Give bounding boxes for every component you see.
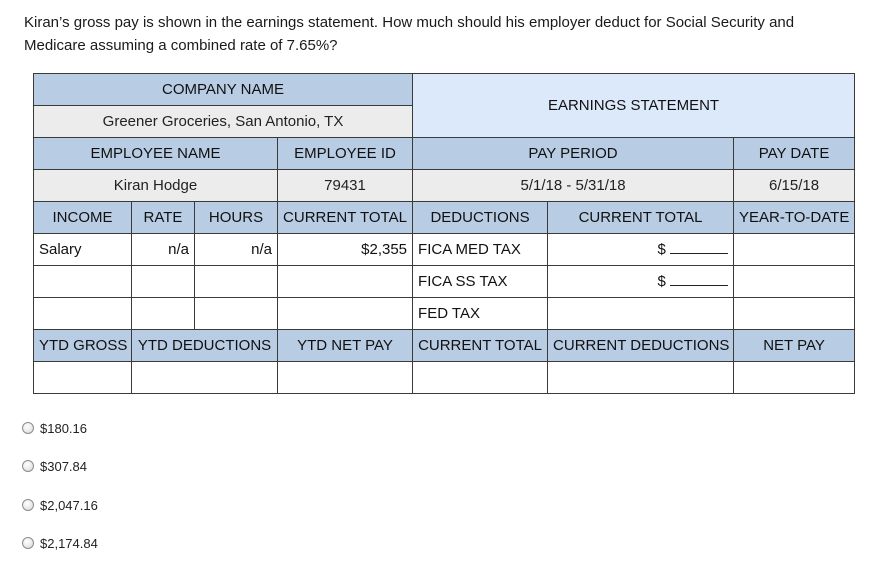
pay-date-label: PAY DATE <box>734 138 855 170</box>
col-deductions: DEDUCTIONS <box>413 202 548 234</box>
col-current-deductions: CURRENT DEDUCTIONS <box>548 330 734 362</box>
currency-symbol: $ <box>657 241 666 258</box>
deduction-name: FICA SS TAX <box>413 266 548 298</box>
empty-cell <box>734 362 855 394</box>
pay-date: 6/15/18 <box>734 170 855 202</box>
radio-button[interactable] <box>22 537 34 549</box>
answer-option[interactable] <box>22 494 222 516</box>
option-label: $2,174.84 <box>40 535 98 551</box>
col-deductions-current-total: CURRENT TOTAL <box>548 202 734 234</box>
option-label: $180.16 <box>40 420 87 436</box>
deduction-amount-blank[interactable] <box>548 266 734 298</box>
col-year-to-date: YEAR-TO-DATE <box>734 202 855 234</box>
deduction-ytd <box>734 298 855 330</box>
empty-cell <box>34 362 132 394</box>
company-name: Greener Groceries, San Antonio, TX <box>34 106 413 138</box>
radio-button[interactable] <box>22 422 34 434</box>
employee-id: 79431 <box>278 170 413 202</box>
radio-button[interactable] <box>22 499 34 511</box>
answer-blank <box>670 241 728 254</box>
employee-id-label: EMPLOYEE ID <box>278 138 413 170</box>
earnings-statement-table <box>33 73 855 394</box>
col-net-pay: NET PAY <box>734 330 855 362</box>
statement-title: EARNINGS STATEMENT <box>413 74 855 138</box>
empty-cell <box>132 362 278 394</box>
answer-option[interactable] <box>22 532 222 554</box>
deduction-ytd <box>734 266 855 298</box>
pay-period: 5/1/18 - 5/31/18 <box>413 170 734 202</box>
answer-option[interactable] <box>22 417 222 439</box>
income-rate: n/a <box>132 234 195 266</box>
deduction-amount-blank[interactable] <box>548 234 734 266</box>
answer-blank <box>670 273 728 286</box>
employee-name: Kiran Hodge <box>34 170 278 202</box>
option-label: $307.84 <box>40 458 87 474</box>
deduction-name: FED TAX <box>413 298 548 330</box>
income-current-total: $2,355 <box>278 234 413 266</box>
col-hours: HOURS <box>195 202 278 234</box>
col-income: INCOME <box>34 202 132 234</box>
col-ytd-net-pay: YTD NET PAY <box>278 330 413 362</box>
col-rate: RATE <box>132 202 195 234</box>
empty-cell <box>548 362 734 394</box>
empty-cell <box>132 298 195 330</box>
empty-cell <box>413 362 548 394</box>
col-current-total: CURRENT TOTAL <box>278 202 413 234</box>
col-ytd-deductions: YTD DEDUCTIONS <box>132 330 278 362</box>
company-name-label: COMPANY NAME <box>34 74 413 106</box>
empty-cell <box>195 298 278 330</box>
empty-cell <box>132 266 195 298</box>
radio-button[interactable] <box>22 460 34 472</box>
empty-cell <box>34 266 132 298</box>
currency-symbol: $ <box>657 273 666 290</box>
pay-period-label: PAY PERIOD <box>413 138 734 170</box>
empty-cell <box>278 266 413 298</box>
answer-option[interactable] <box>22 455 222 477</box>
deduction-name: FICA MED TAX <box>413 234 548 266</box>
table-row <box>34 234 855 266</box>
empty-cell <box>278 298 413 330</box>
deduction-ytd <box>734 234 855 266</box>
income-hours: n/a <box>195 234 278 266</box>
option-label: $2,047.16 <box>40 497 98 513</box>
col-ytd-gross: YTD GROSS <box>34 330 132 362</box>
empty-cell <box>278 362 413 394</box>
empty-cell <box>34 298 132 330</box>
deduction-amount <box>548 298 734 330</box>
employee-name-label: EMPLOYEE NAME <box>34 138 278 170</box>
table-row <box>34 266 855 298</box>
table-row <box>34 362 855 394</box>
empty-cell <box>195 266 278 298</box>
col-summary-current-total: CURRENT TOTAL <box>413 330 548 362</box>
question-text: Kiran’s gross pay is shown in the earnings statement. How much should his employer deduct for Social Security and Medicare assuming a combined rate of 7.65%? <box>24 14 795 54</box>
income-type: Salary <box>34 234 132 266</box>
table-row <box>34 298 855 330</box>
